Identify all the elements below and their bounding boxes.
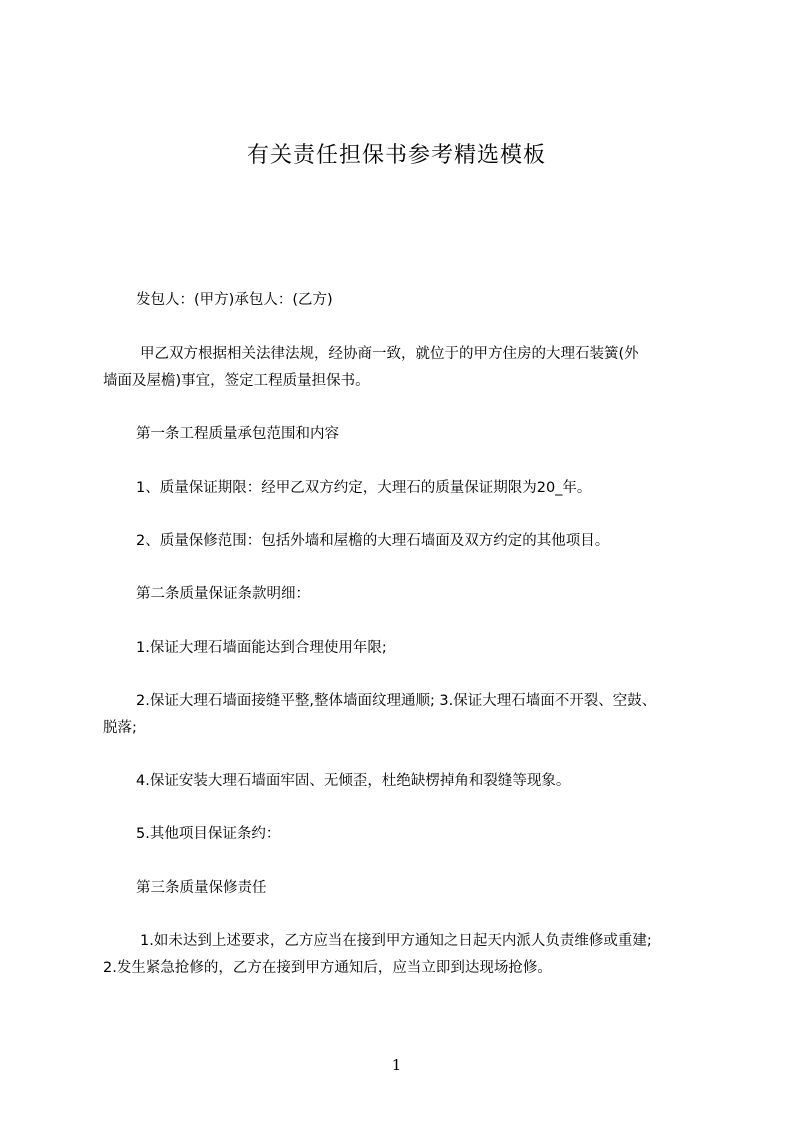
page-number: 1	[391, 1056, 402, 1074]
intro-paragraph-line-1: 甲乙双方根据相关法律法规，经协商一致，就位于的甲方住房的大理石装簧(外	[140, 346, 639, 362]
parties-line: 发包人：(甲方)承包人：(乙方)	[136, 292, 333, 308]
clause-2-1: 1.保证大理石墙面能达到合理使用年限;	[136, 640, 387, 656]
clause-2-2-line-2: 脱落;	[103, 720, 137, 736]
clause-3-2: 2.发生紧急抢修的，乙方在接到甲方通知后，应当立即到达现场抢修。	[103, 960, 552, 976]
article-2-heading: 第二条质量保证条款明细：	[136, 586, 310, 602]
clause-2-2-line-1: 2.保证大理石墙面接缝平整,整体墙面纹理通顺; 3.保证大理石墙面不开裂、空鼓、	[136, 693, 657, 709]
clause-2-5: 5.其他项目保证条约：	[136, 826, 281, 842]
clause-2-4: 4.保证安装大理石墙面牢固、无倾歪，杜绝缺楞掉角和裂缝等现象。	[136, 773, 571, 789]
clause-1-2: 2、质量保修范围：包括外墙和屋檐的大理石墙面及双方约定的其他项目。	[136, 533, 610, 549]
article-3-heading: 第三条质量保修责任	[136, 880, 267, 896]
document-title: 有关责任担保书参考精选模板	[246, 143, 546, 168]
article-1-heading: 第一条工程质量承包范围和内容	[136, 426, 339, 442]
clause-3-1: 1.如未达到上述要求，乙方应当在接到甲方通知之日起天内派人负责维修或重建;	[140, 933, 652, 949]
intro-paragraph-line-2: 墙面及屋檐)事宜，签定工程质量担保书。	[103, 373, 370, 389]
clause-1-1: 1、质量保证期限：经甲乙双方约定，大理石的质量保证期限为20_年。	[136, 480, 592, 496]
